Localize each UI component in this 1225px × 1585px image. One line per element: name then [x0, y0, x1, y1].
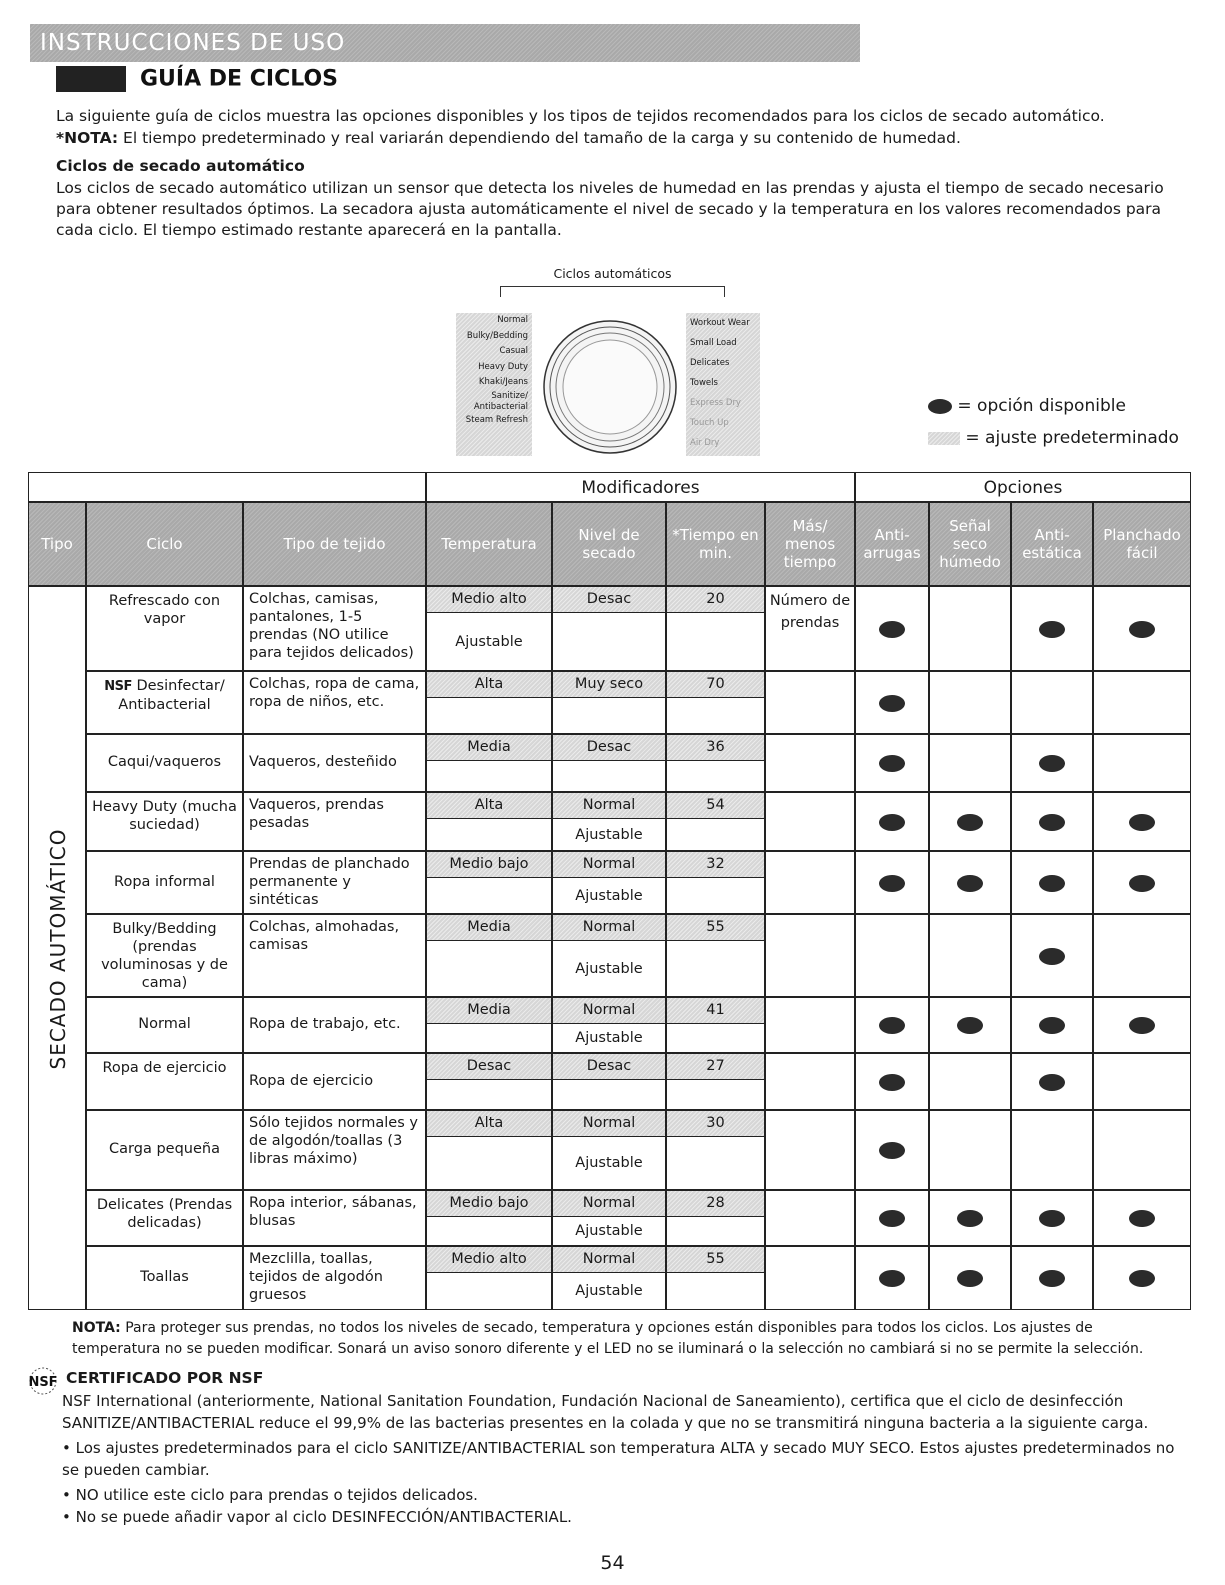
- bullet-1: • Los ajustes predeterminados para el ciclo SANITIZE/ANTIBACTERIAL son temperatura ALTA y secado MUY SECO. Estos ajustes predeterminados no se pueden cambiar.: [62, 1439, 1175, 1479]
- nsf-logo: [20, 1366, 66, 1396]
- table-cell: [1093, 914, 1191, 997]
- column-header-label: Señal seco húmedo: [939, 517, 1001, 571]
- cycle-name-text: Carga pequeña: [109, 1141, 220, 1157]
- column-header: [426, 502, 552, 586]
- description: Los ciclos de secado automático utilizan un sensor que detecta los niveles de humedad en las prendas y ajusta el tiempo de secado necesario para obtener resultados óptimos. La secadora ajusta automáticamente el nivel de secado y la temperatura en los valores recomendados para cada ciclo. El tiempo estimado restante aparecerá en la pantalla.: [56, 179, 1164, 239]
- column-header: [666, 502, 765, 586]
- dot-icon: [928, 399, 952, 414]
- default-temp: Medio alto: [427, 587, 551, 613]
- option-available-dot-icon: [879, 814, 905, 831]
- table-cell: [765, 792, 855, 851]
- option-available-dot-icon: [1129, 1270, 1155, 1287]
- legend-available: [928, 396, 1126, 416]
- dial-label: Small Load: [690, 338, 737, 348]
- column-header: [552, 502, 666, 586]
- default-temp: Media: [427, 915, 551, 941]
- dial-label: Casual: [499, 346, 528, 356]
- option-available-dot-icon: [879, 695, 905, 712]
- option-available-dot-icon: [1039, 814, 1065, 831]
- dial-bracket: [500, 286, 725, 297]
- table-cell: [765, 734, 855, 792]
- dial-right-labels: [686, 313, 760, 456]
- cycle-name-text: Ropa de ejercicio: [102, 1060, 227, 1076]
- temperature-alt: Ajustable: [455, 633, 523, 650]
- option-available-dot-icon: [879, 875, 905, 892]
- table-cell: [765, 851, 855, 914]
- nsf-title: CERTIFICADO POR NSF: [66, 1369, 264, 1387]
- option-available-dot-icon: [957, 1017, 983, 1034]
- dial-label: Touch Up: [690, 418, 729, 428]
- dial-label: Sanitize/: [491, 390, 528, 401]
- option-available-dot-icon: [879, 1210, 905, 1227]
- default-temp: Medio bajo: [427, 1191, 551, 1217]
- column-header-label: Anti- estática: [1022, 526, 1082, 562]
- cycle-name-text: Bulky/Bedding (prendas voluminosas y de cama): [101, 921, 228, 991]
- column-header-label: Tipo: [41, 535, 73, 553]
- column-header: [243, 502, 426, 586]
- legend-available-text: = opción disponible: [957, 396, 1126, 416]
- column-header-label: Temperatura: [441, 535, 537, 553]
- table-cell: [765, 1053, 855, 1110]
- table-cell: [765, 1190, 855, 1246]
- cycle-name-text: Desinfectar/ Antibacterial: [118, 678, 225, 713]
- fabric-type: Mezclilla, toallas, tejidos de algodón gruesos: [249, 1251, 383, 1303]
- default-level: Desac: [553, 735, 665, 761]
- option-available-dot-icon: [1039, 875, 1065, 892]
- option-available-dot-icon: [957, 1270, 983, 1287]
- dial-label: Steam Refresh: [465, 414, 528, 425]
- legend-default: [928, 428, 1179, 448]
- fabric-type: Vaqueros, desteñido: [249, 754, 397, 770]
- dial-label: Workout Wear: [690, 318, 750, 328]
- dial-left-labels: [456, 313, 532, 456]
- option-available-dot-icon: [1129, 875, 1155, 892]
- dry-level-alt: Ajustable: [575, 1030, 643, 1046]
- table-cell: [929, 1110, 1011, 1190]
- dial-label: Khaki/Jeans: [478, 377, 528, 387]
- option-available-dot-icon: [879, 755, 905, 772]
- default-temp: Alta: [427, 672, 551, 698]
- option-available-dot-icon: [1039, 1074, 1065, 1091]
- dial-label: Antibacterial: [473, 401, 528, 412]
- intro-note-text: El tiempo predeterminado y real variarán dependiendo del tamaño de la carga y su contenido de humedad.: [118, 129, 961, 147]
- default-level: Normal: [553, 998, 665, 1024]
- cycle-name-text: Caqui/vaqueros: [107, 754, 222, 770]
- cycle-name: [90, 920, 239, 995]
- column-header-label: Tipo de tejido: [283, 535, 386, 553]
- default-level: Desac: [553, 1054, 665, 1080]
- dry-level-alt: Ajustable: [575, 1155, 643, 1171]
- table-cell: [929, 734, 1011, 792]
- option-available-dot-icon: [879, 1017, 905, 1034]
- default-level: Normal: [553, 1191, 665, 1217]
- dry-level-alt: Ajustable: [575, 887, 643, 904]
- option-available-dot-icon: [1039, 755, 1065, 772]
- option-available-dot-icon: [1129, 1210, 1155, 1227]
- table-cell: [929, 586, 1011, 671]
- option-available-dot-icon: [1039, 948, 1065, 965]
- table-cell: [765, 1110, 855, 1190]
- default-level: Normal: [553, 852, 665, 878]
- option-available-dot-icon: [879, 1270, 905, 1287]
- dial-label: Heavy Duty: [478, 361, 528, 372]
- footer-note: [72, 1318, 1182, 1360]
- table-cell: [1093, 1053, 1191, 1110]
- section-title-text: GUÍA DE CICLOS: [140, 66, 338, 92]
- table-cell: [1011, 671, 1093, 734]
- fabric-type: Vaqueros, prendas pesadas: [249, 797, 384, 831]
- bullet-3: • No se puede añadir vapor al ciclo DESINFECCIÓN/ANTIBACTERIAL.: [62, 1508, 572, 1526]
- default-level: Normal: [553, 793, 665, 819]
- cycle-name-text: Heavy Duty (mucha suciedad): [92, 799, 237, 833]
- default-time: 70: [667, 672, 764, 698]
- column-header: [929, 502, 1011, 586]
- cycle-name-text: Normal: [138, 1016, 191, 1032]
- option-available-dot-icon: [957, 814, 983, 831]
- more-less-time: Número de prendas: [769, 593, 851, 631]
- default-temp: Desac: [427, 1054, 551, 1080]
- table-cell: [929, 671, 1011, 734]
- default-time: 30: [667, 1111, 764, 1137]
- intro-note-label: *NOTA:: [56, 129, 119, 147]
- table-cell: [765, 914, 855, 997]
- table-cell: [929, 1053, 1011, 1110]
- footer-note-text: Para proteger sus prendas, no todos los niveles de secado, temperatura y opciones están disponibles para todos los ciclos. Los ajustes de temperatura no se pueden modificar. Sonará un aviso sonoro diferente y el LED no se iluminará o la selección no cambiará si no se permite la selección.: [72, 1320, 1144, 1357]
- legend-default-text: = ajuste predeterminado: [965, 428, 1179, 448]
- default-temp: Medio bajo: [427, 852, 551, 878]
- table-cell: [1093, 734, 1191, 792]
- dry-level-alt: Ajustable: [575, 1223, 643, 1239]
- default-level: Normal: [553, 1247, 665, 1273]
- column-header: [28, 502, 86, 586]
- default-time: 55: [667, 1247, 764, 1273]
- footer-note-label: NOTA:: [72, 1320, 121, 1336]
- table-cell: [929, 914, 1011, 997]
- subtitle: Ciclos de secado automático: [56, 157, 305, 175]
- option-available-dot-icon: [1039, 1017, 1065, 1034]
- option-available-dot-icon: [1039, 1210, 1065, 1227]
- default-time: 36: [667, 735, 764, 761]
- dial-label: Towels: [690, 378, 718, 388]
- dial-label: Express Dry: [690, 398, 741, 408]
- option-available-dot-icon: [1039, 1270, 1065, 1287]
- section-title: [56, 66, 338, 96]
- dial-knob-icon: [540, 318, 680, 456]
- fabric-type: Sólo tejidos normales y de algodón/toallas (3 libras máximo): [249, 1115, 418, 1167]
- cycle-name: [90, 592, 239, 669]
- cycle-name: [90, 1268, 239, 1324]
- cycle-name-text: Toallas: [140, 1269, 189, 1285]
- column-header: [1011, 502, 1093, 586]
- table-cell: [765, 1246, 855, 1310]
- table-cell: [1093, 1110, 1191, 1190]
- column-header: [1093, 502, 1191, 586]
- intro-note: [56, 128, 1191, 149]
- cycle-name-text: Ropa informal: [114, 873, 215, 890]
- option-available-dot-icon: [957, 1210, 983, 1227]
- option-available-dot-icon: [1129, 621, 1155, 638]
- intro-text: La siguiente guía de ciclos muestra las opciones disponibles y los tipos de tejidos recomendados para los ciclos de secado automático.: [56, 107, 1105, 125]
- table-cell: [855, 914, 929, 997]
- hatch-swatch-icon: [928, 432, 960, 445]
- dry-level-alt: Ajustable: [575, 826, 643, 843]
- column-header-label: Planchado fácil: [1103, 526, 1181, 562]
- default-time: 28: [667, 1191, 764, 1217]
- group-header-options: Opciones: [855, 472, 1191, 502]
- table-cell: [765, 997, 855, 1053]
- cycle-name: [90, 677, 239, 732]
- bullet-2: • NO utilice este ciclo para prendas o tejidos delicados.: [62, 1486, 478, 1504]
- dial-label: Delicates: [690, 358, 730, 368]
- option-available-dot-icon: [879, 621, 905, 638]
- fabric-type: Colchas, camisas, pantalones, 1-5 prendas (NO utilice para tejidos delicados): [249, 591, 414, 661]
- default-level: Muy seco: [553, 672, 665, 698]
- column-header-label: *Tiempo en min.: [672, 526, 759, 562]
- cycle-name-text: Delicates (Prendas delicadas): [96, 1197, 233, 1231]
- table-cell: [1093, 671, 1191, 734]
- nsf-logo-text: NSF: [28, 1375, 58, 1390]
- column-header: [86, 502, 243, 586]
- option-available-dot-icon: [1129, 814, 1155, 831]
- table-cell: [1011, 1110, 1093, 1190]
- nsf-mark: NSF: [104, 679, 132, 694]
- default-level: Normal: [553, 915, 665, 941]
- default-temp: Medio alto: [427, 1247, 551, 1273]
- default-temp: Alta: [427, 1111, 551, 1137]
- option-available-dot-icon: [879, 1074, 905, 1091]
- fabric-type: Colchas, ropa de cama, ropa de niños, etc.: [249, 676, 420, 710]
- dial-label: Air Dry: [690, 438, 720, 448]
- fabric-type: Ropa de ejercicio: [249, 1072, 374, 1089]
- type-column-cell: [28, 586, 86, 1310]
- option-available-dot-icon: [1129, 1017, 1155, 1034]
- default-temp: Media: [427, 998, 551, 1024]
- cycle-table: [28, 472, 1191, 1316]
- group-header-modifiers: Modificadores: [426, 472, 855, 502]
- blank-header-cell: [28, 472, 426, 502]
- dial-label: Bulky/Bedding: [466, 330, 528, 341]
- default-time: 32: [667, 852, 764, 878]
- option-available-dot-icon: [1039, 621, 1065, 638]
- default-time: 27: [667, 1054, 764, 1080]
- dial-caption: Ciclos automáticos: [553, 266, 672, 281]
- fabric-type: Ropa interior, sábanas, blusas: [249, 1195, 417, 1229]
- default-time: 20: [667, 587, 764, 613]
- default-temp: Media: [427, 735, 551, 761]
- default-level: Normal: [553, 1111, 665, 1137]
- dial-label: Normal: [497, 315, 528, 325]
- default-time: 54: [667, 793, 764, 819]
- dry-level-alt: Ajustable: [575, 960, 643, 977]
- page-number: 54: [600, 1552, 625, 1574]
- fabric-type: Prendas de planchado permanente y sintéticas: [249, 856, 410, 908]
- default-time: 55: [667, 915, 764, 941]
- cycle-name: [90, 798, 239, 849]
- fabric-type: Colchas, almohadas, camisas: [249, 919, 400, 953]
- column-header: [855, 502, 929, 586]
- option-available-dot-icon: [957, 875, 983, 892]
- cycle-name: [90, 1196, 239, 1244]
- table-cell: [765, 671, 855, 734]
- nsf-text: NSF International (anteriormente, National Sanitation Foundation, Fundación Nacional de Saneamiento), certifica que el ciclo de desinfección SANITIZE/ANTIBACTERIAL reduce el 99,9% de las bacterias presentes en la colada y que no se transmitirá ninguna bacteria a la siguiente carga.: [62, 1392, 1149, 1432]
- default-temp: Alta: [427, 793, 551, 819]
- type-label: SECADO AUTOMÁTICO: [46, 828, 70, 1070]
- column-header-label: Nivel de secado: [578, 526, 640, 562]
- default-level: Desac: [553, 587, 665, 613]
- option-available-dot-icon: [879, 1142, 905, 1159]
- default-time: 41: [667, 998, 764, 1024]
- cycle-name-text: Refrescado con vapor: [108, 593, 221, 627]
- fabric-type: Ropa de trabajo, etc.: [249, 1016, 401, 1032]
- cycle-name: [90, 1059, 239, 1108]
- section-banner: INSTRUCCIONES DE USO: [30, 24, 860, 62]
- column-header-label: Anti- arrugas: [863, 526, 921, 562]
- column-header: [765, 502, 855, 586]
- column-header-label: Más/ menos tiempo: [783, 517, 837, 571]
- column-header-label: Ciclo: [146, 535, 183, 553]
- dry-level-alt: Ajustable: [575, 1283, 643, 1299]
